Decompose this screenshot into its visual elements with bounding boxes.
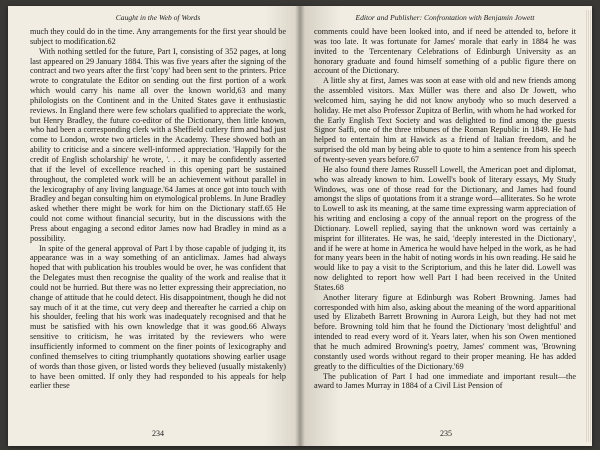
right-paragraph: A little shy at first, James was soon at ease with old and new friends among the assembled visitors. Max Müller was there and also Dr Jowett, who welcomed him, saying he did not know anybody who so much deserved a holiday. He met also Professor Zupitza of Berlin, with whom he had worked for the Early English Text Society and was delighted to find among the guests Signor Saffi, one of the three tribunes of the Roman Republic in 1849. He had helped to entertain him at Hawick as a friend of Italian freedom, and he surprised the old man by being able to quote to him a sentence from his speech of twenty-seven years before.67 [314,76,576,164]
left-paragraph: With nothing settled for the future, Part I, consisting of 352 pages, at long last appeared on 29 January 1884. This was five years after the signing of the contract and two years after the first 'copy' had been sent to the printers. Price wrote to congratulate the Editor on sending out the first portion of a work which would carry his name all over the known world,63 and many philologists on the Continent and in the United States gave it enthusiastic reviews. In England there were few scholars qualified to appreciate the work, but Henry Bradley, the future co-editor of the Dictionary, then little known, who had been a corresponding clerk with a Sheffield cutlery firm and had just come to London, wrote two articles in the Academy. These showed both an ability to criticise and a sincere well-informed appreciation. 'Happily for the credit of English scholarship' he wrote, '. . . it may be confidently asserted that if the level of excellence reached in this opening part be sustained throughout, the completed work will be an achievement without parallel in the lexicography of any living language.'64 James at once got into touch with Bradley and began consulting him on etymological problems. In June Bradley asked whether there might be work for him on the Dictionary staff.65 He could not come without financial security, but in the discussions with the Press about engaging a second editor James now had Bradley in mind as a possibility. [30,46,286,243]
left-page [8,6,300,446]
right-page-number: 235 [440,429,452,438]
right-body-text [314,27,576,391]
right-page [300,6,592,446]
right-paragraph: comments could have been looked into, and if need be attended to, before it was too late. It was fortunate for James' morale that early in 1884 he was invited to the Tercentenary Celebrations of Edinburgh University as an honorary graduate and found himself something of a public figure there on account of the Dictionary. [314,27,576,76]
right-paragraph: He also found there James Russell Lowell, the American poet and diplomat, who was already known to him. Lowell's book of literary essays, My Study Windows, was one of those read for the Dictionary, and James had found amongst the slips of quotations from it a strange word—alliterates. So he wrote to Lowell to ask its meaning, at the same time expressing warm appreciation of his writing and enclosing a copy of the annual report on the progress of the Dictionary. Lowell replied, saying that the unknown word was certainly a misprint for illiterates. He was, he said, 'deeply interested in the Dictionary', and if he were at home in America he would have helped in the work, as he had for many years been in the habit of noting words in his own reading. He said he would like to pay a visit to the Scriptorium, and this he later did. Lowell was now delighted to report how well Part I had been received in the United States.68 [314,164,576,292]
open-book [8,6,592,446]
left-body-text [30,27,286,391]
right-running-head: Editor and Publisher: Confrontation with Benjamin Jowett [355,13,535,22]
left-running-head: Caught in the Web of Words [115,13,201,22]
page-edges [586,10,592,442]
left-page-number: 234 [152,429,164,438]
left-paragraph: In spite of the general approval of Part I by those capable of judging it, its appearance was in a way something of an anticlimax. James had always hoped that with publication his troubles would be over, he was confident that the Delegates must then recognise the quality of the work and realise that it could not be hurried. But there was no letter expressing their appreciation, no change of attitude that he could detect. His disappointment, though he did not say much of it at the time, cut very deep and thereafter he carried a chip on his shoulder, feeling that his work was inadequately recognised and that he must be satisfied with his own knowledge that it was good.66 Always sensitive to criticism, he was irritated by the reviewers who were insufficiently informed to comment on the finer points of lexicography and confined themselves to citing triumphantly quotations showing earlier usage of words than those given, or listed words they believed (usually mistakenly) to have been omitted. If only they had responded to his appeals for help earlier these [30,243,286,391]
right-paragraph: Another literary figure at Edinburgh was Robert Browning. James had corresponded with him also, asking about the meaning of the word apparitional used by Elizabeth Barrett Browning in Aurora Leigh, but they had not met before. Browning told him that he found the Dictionary 'most delightful' and intended to read every word of it. Years later, when his son Owen mentioned that he much admired Browning's poetry, James' comment was, 'Browning constantly used words without regard to their proper meaning. He has added greatly to the difficulties of the Dictionary.'69 [314,292,576,371]
right-paragraph: The publication of Part I had one immediate and important result—the award to James Murray in 1884 of a Civil List Pension of [314,371,576,391]
left-paragraph: much they could do in the time. Any arrangements for the first year should be subject to modification.62 [30,27,286,46]
book-gutter [295,6,305,446]
